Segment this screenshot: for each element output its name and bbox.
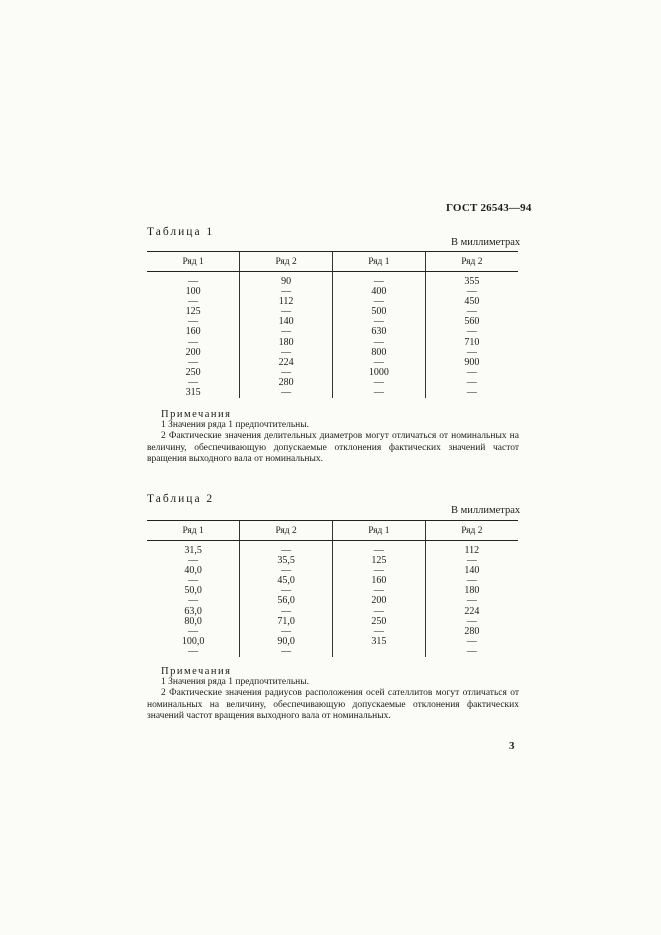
table-row (147, 368, 518, 378)
table-cell: — (333, 546, 426, 556)
table1-col-header: Ряд 2 (425, 252, 518, 272)
table-cell: 112 (240, 297, 333, 307)
table-cell: 40,0 (184, 565, 202, 577)
table-cell: — (333, 566, 426, 576)
table-cell: — (188, 316, 199, 328)
table-cell: 250 (333, 617, 426, 627)
table-cell: — (333, 388, 426, 398)
table-cell: 180 (425, 586, 518, 596)
table-cell: — (333, 607, 426, 617)
standard-code: ГОСТ 26543—94 (446, 202, 532, 214)
table-cell: — (333, 378, 426, 388)
table-row (147, 647, 518, 657)
table-cell: — (333, 627, 426, 637)
table-cell: 56,0 (240, 596, 333, 606)
table-cell: 500 (333, 307, 426, 317)
table2-col-header: Ряд 2 (425, 521, 518, 541)
table-row (147, 358, 518, 368)
table-row (147, 556, 518, 566)
table-cell: 200 (185, 346, 201, 358)
table-cell: — (333, 358, 426, 368)
table-cell: 800 (333, 348, 426, 358)
table-cell: — (188, 356, 199, 368)
table-cell: — (240, 368, 333, 378)
table1-caption: Таблица 1 (147, 226, 215, 238)
table-cell: 125 (185, 306, 201, 318)
table-cell: 140 (425, 566, 518, 576)
table1 (147, 251, 518, 398)
table-cell: 224 (240, 358, 333, 368)
table1-units: В миллиметрах (451, 237, 521, 248)
table-cell: — (188, 595, 199, 607)
table-cell: — (425, 307, 518, 317)
table-row (147, 287, 518, 297)
table-cell: 100,0 (181, 635, 205, 647)
table-row (147, 607, 518, 617)
table-cell: 224 (425, 607, 518, 617)
table-row (147, 378, 518, 388)
table-cell: 400 (333, 287, 426, 297)
table-cell: 90,0 (240, 637, 333, 647)
table-row (147, 297, 518, 307)
table1-note-2: 2 Фактические значения делительных диаметров могут отличаться от номинальных на величину, обеспечивающую допускаемые отклонения фактических значений частот вращения выходного вала от номинальных. (147, 431, 519, 464)
table-row (147, 637, 518, 647)
table-cell: — (188, 555, 199, 567)
table1-col-header: Ряд 1 (333, 252, 426, 272)
table-cell: — (240, 287, 333, 297)
table-cell: 80,0 (184, 615, 202, 627)
table2-header-row (147, 521, 518, 541)
table-cell: — (188, 276, 199, 287)
table-cell: 1000 (333, 368, 426, 378)
table-cell: — (425, 368, 518, 378)
table-row (147, 586, 518, 596)
table-cell: — (188, 625, 199, 637)
table-cell: 180 (240, 338, 333, 348)
table-cell: 31,5 (184, 545, 202, 556)
table2-col-header: Ряд 2 (240, 521, 333, 541)
table-cell: — (240, 607, 333, 617)
table-cell: — (240, 647, 333, 657)
table-row (147, 277, 518, 287)
table-row (147, 327, 518, 337)
table2 (147, 520, 518, 657)
table-cell: — (188, 376, 199, 388)
table-row (147, 317, 518, 327)
table1-col-header: Ряд 2 (240, 252, 333, 272)
table-cell: 160 (333, 576, 426, 586)
table-cell: — (425, 388, 518, 398)
table-cell: 100 (185, 286, 201, 298)
table-cell: — (425, 647, 518, 657)
table2-note-2: 2 Фактические значения радиусов расположения осей сателлитов могут отличаться от номинальных на величину, обеспечивающую допускаемые отклонения фактических значений частот вращения выходного вала от номинальных. (147, 688, 519, 721)
table-cell: — (188, 296, 199, 308)
table-cell: 630 (333, 327, 426, 337)
table-cell: — (333, 277, 426, 287)
table-cell: — (425, 327, 518, 337)
table2-units: В миллиметрах (451, 505, 521, 516)
table-cell: — (425, 637, 518, 647)
table-row (147, 566, 518, 576)
table-cell: — (188, 645, 199, 657)
table2-col-header: Ряд 1 (147, 521, 240, 541)
table-cell: — (425, 287, 518, 297)
table-cell: — (333, 297, 426, 307)
table-cell: 63,0 (184, 605, 202, 617)
table-row (147, 348, 518, 358)
table-cell: — (240, 546, 333, 556)
table-cell: 280 (425, 627, 518, 637)
table1-note-1: 1 Значения ряда 1 предпочтительны. (161, 420, 310, 431)
table-row (147, 338, 518, 348)
table-cell: — (240, 388, 333, 398)
table-cell: — (425, 348, 518, 358)
table-cell (333, 647, 426, 657)
table-row (147, 617, 518, 627)
table-row (147, 546, 518, 556)
table2-note-1: 1 Значения ряда 1 предпочтительны. (161, 677, 310, 688)
table2-col-header: Ряд 1 (333, 521, 426, 541)
table-cell: — (425, 576, 518, 586)
table-cell: — (240, 627, 333, 637)
table-row (147, 596, 518, 606)
table-cell: — (240, 348, 333, 358)
table-row (147, 388, 518, 398)
table-cell: 140 (240, 317, 333, 327)
table-cell: 280 (240, 378, 333, 388)
table2-notes-heading: Примечания (161, 666, 232, 677)
table-cell: 200 (333, 596, 426, 606)
table-cell: 900 (425, 358, 518, 368)
table-cell: 160 (185, 326, 201, 338)
table-row (147, 576, 518, 586)
table-cell: — (425, 556, 518, 566)
table-cell: — (333, 317, 426, 327)
table-cell: — (188, 575, 199, 587)
table2-caption: Таблица 2 (147, 493, 215, 505)
table1-notes-heading: Примечания (161, 409, 232, 420)
page-number: 3 (509, 740, 515, 752)
table-cell: — (333, 586, 426, 596)
table-cell: 45,0 (240, 576, 333, 586)
table-cell: — (240, 307, 333, 317)
table-cell: 71,0 (240, 617, 333, 627)
table-cell: — (188, 336, 199, 348)
table-cell: — (425, 378, 518, 388)
table-cell: 710 (425, 338, 518, 348)
table-cell: 315 (185, 387, 201, 399)
table1-header-row (147, 252, 518, 272)
table-cell: — (240, 586, 333, 596)
table-cell: 315 (333, 637, 426, 647)
table-cell: 560 (425, 317, 518, 327)
table-cell: 355 (425, 277, 518, 287)
table2-notes (147, 666, 519, 722)
table-cell: — (240, 566, 333, 576)
table-cell: — (425, 596, 518, 606)
table-cell: 50,0 (184, 585, 202, 597)
table-cell: 35,5 (240, 556, 333, 566)
table-row (147, 307, 518, 317)
table-cell: 125 (333, 556, 426, 566)
table2-body (147, 541, 518, 658)
table-cell: — (425, 617, 518, 627)
table-cell: — (240, 327, 333, 337)
table-cell: 112 (425, 546, 518, 556)
table-cell: 450 (425, 297, 518, 307)
table1-body (147, 272, 518, 399)
table1-notes (147, 409, 519, 465)
table-cell: 90 (240, 277, 333, 287)
table1-col-header: Ряд 1 (147, 252, 240, 272)
table-cell: — (333, 338, 426, 348)
table-cell: 250 (185, 366, 201, 378)
